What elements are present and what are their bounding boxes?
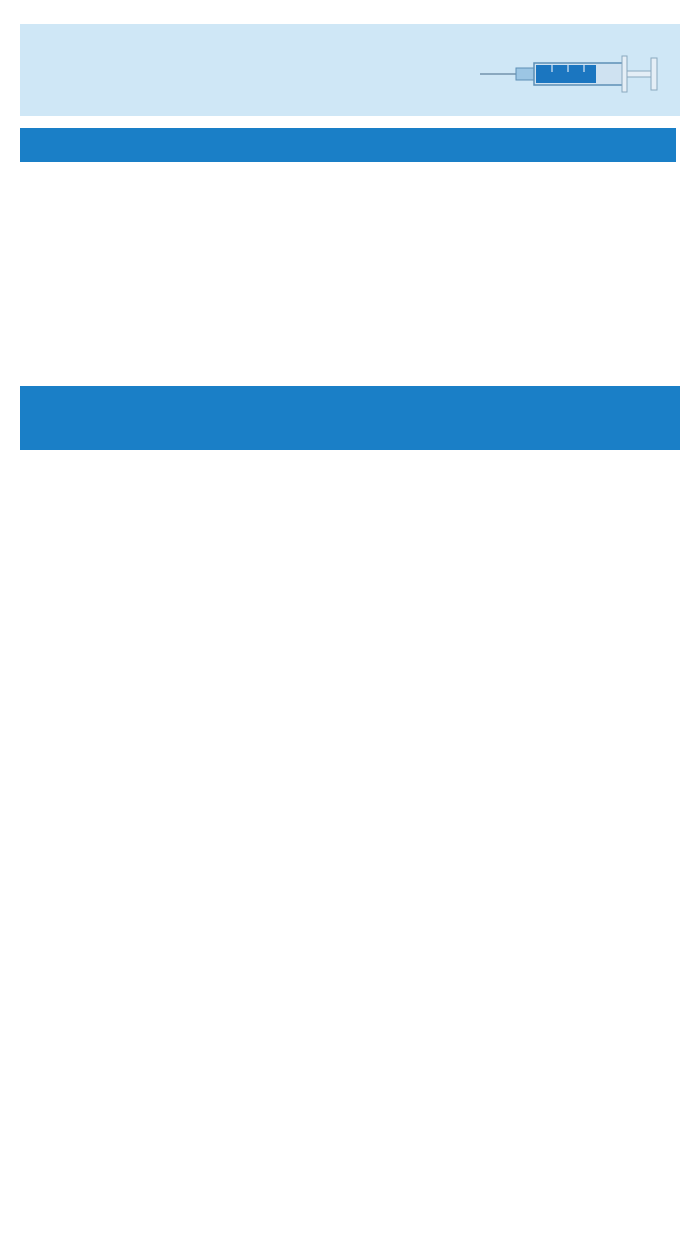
schedule-table: [20, 386, 680, 450]
header-sector: [331, 386, 680, 450]
header-dia: [20, 386, 188, 450]
municipios-table: [20, 128, 676, 164]
municipios-heading: [20, 128, 676, 162]
syringe-icon: [472, 46, 672, 98]
schedule-header-row: [20, 386, 680, 450]
header-hora: [188, 386, 331, 450]
header-banner: [20, 24, 680, 116]
